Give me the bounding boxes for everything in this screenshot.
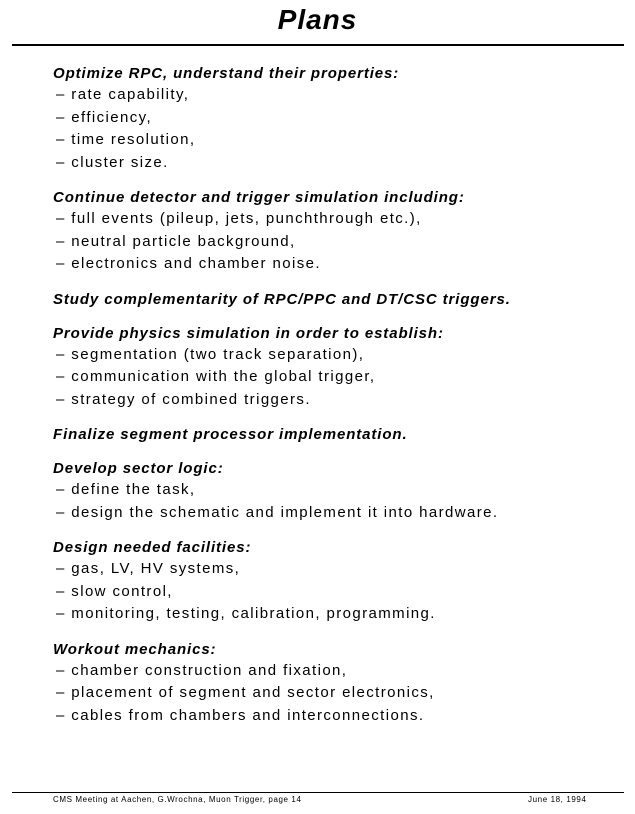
section-heading: Optimize RPC, understand their properties:: [53, 65, 400, 82]
section-heading: Workout mechanics:: [53, 640, 217, 658]
list-item: – slow control,: [56, 582, 173, 600]
list-item: – design the schematic and implement it into hardware.: [56, 503, 499, 521]
list-item: – communication with the global trigger,: [56, 368, 376, 385]
list-item: – monitoring, testing, calibration, programming.: [56, 605, 436, 622]
plan-section: [53, 424, 613, 445]
list-item: – full events (pileup, jets, punchthrough etc.),: [56, 210, 422, 227]
list-item: – segmentation (two track separation),: [56, 345, 365, 363]
list-item: – chamber construction and fixation,: [56, 661, 348, 679]
plan-section: [53, 639, 613, 728]
plan-section: [53, 187, 613, 276]
list-item: – cluster size.: [56, 153, 169, 171]
page-title: Plans: [277, 4, 358, 35]
footer-divider: [12, 792, 624, 793]
section-heading: Develop sector logic:: [53, 460, 224, 477]
list-item: – time resolution,: [56, 131, 196, 148]
plan-section: [53, 458, 613, 524]
list-item: – electronics and chamber noise.: [56, 255, 321, 272]
plan-section: [53, 289, 613, 310]
list-item: – rate capability,: [56, 86, 190, 103]
section-heading: Design needed facilities:: [53, 539, 252, 556]
section-heading: Continue detector and trigger simulation including:: [53, 189, 465, 206]
plan-section: [53, 537, 613, 626]
plan-section: [53, 63, 613, 174]
section-heading: Study complementarity of RPC/PPC and DT/CSC triggers.: [53, 290, 511, 308]
list-item: – define the task,: [56, 481, 196, 498]
list-item: – strategy of combined triggers.: [56, 390, 311, 408]
section-heading: Finalize segment processor implementation.: [53, 426, 408, 443]
title-divider: [12, 44, 624, 46]
footer-citation: CMS Meeting at Aachen, G.Wrochna, Muon Trigger, page 14: [53, 795, 302, 804]
list-item: – placement of segment and sector electronics,: [56, 684, 435, 701]
plans-list: [53, 63, 613, 740]
plan-section: [53, 323, 613, 412]
list-item: – gas, LV, HV systems,: [56, 560, 241, 577]
list-item: – cables from chambers and interconnections.: [56, 706, 425, 724]
list-item: – efficiency,: [56, 108, 153, 126]
list-item: – neutral particle background,: [56, 232, 296, 250]
footer-date: June 18, 1994: [528, 795, 587, 804]
section-heading: Provide physics simulation in order to establish:: [53, 324, 444, 342]
